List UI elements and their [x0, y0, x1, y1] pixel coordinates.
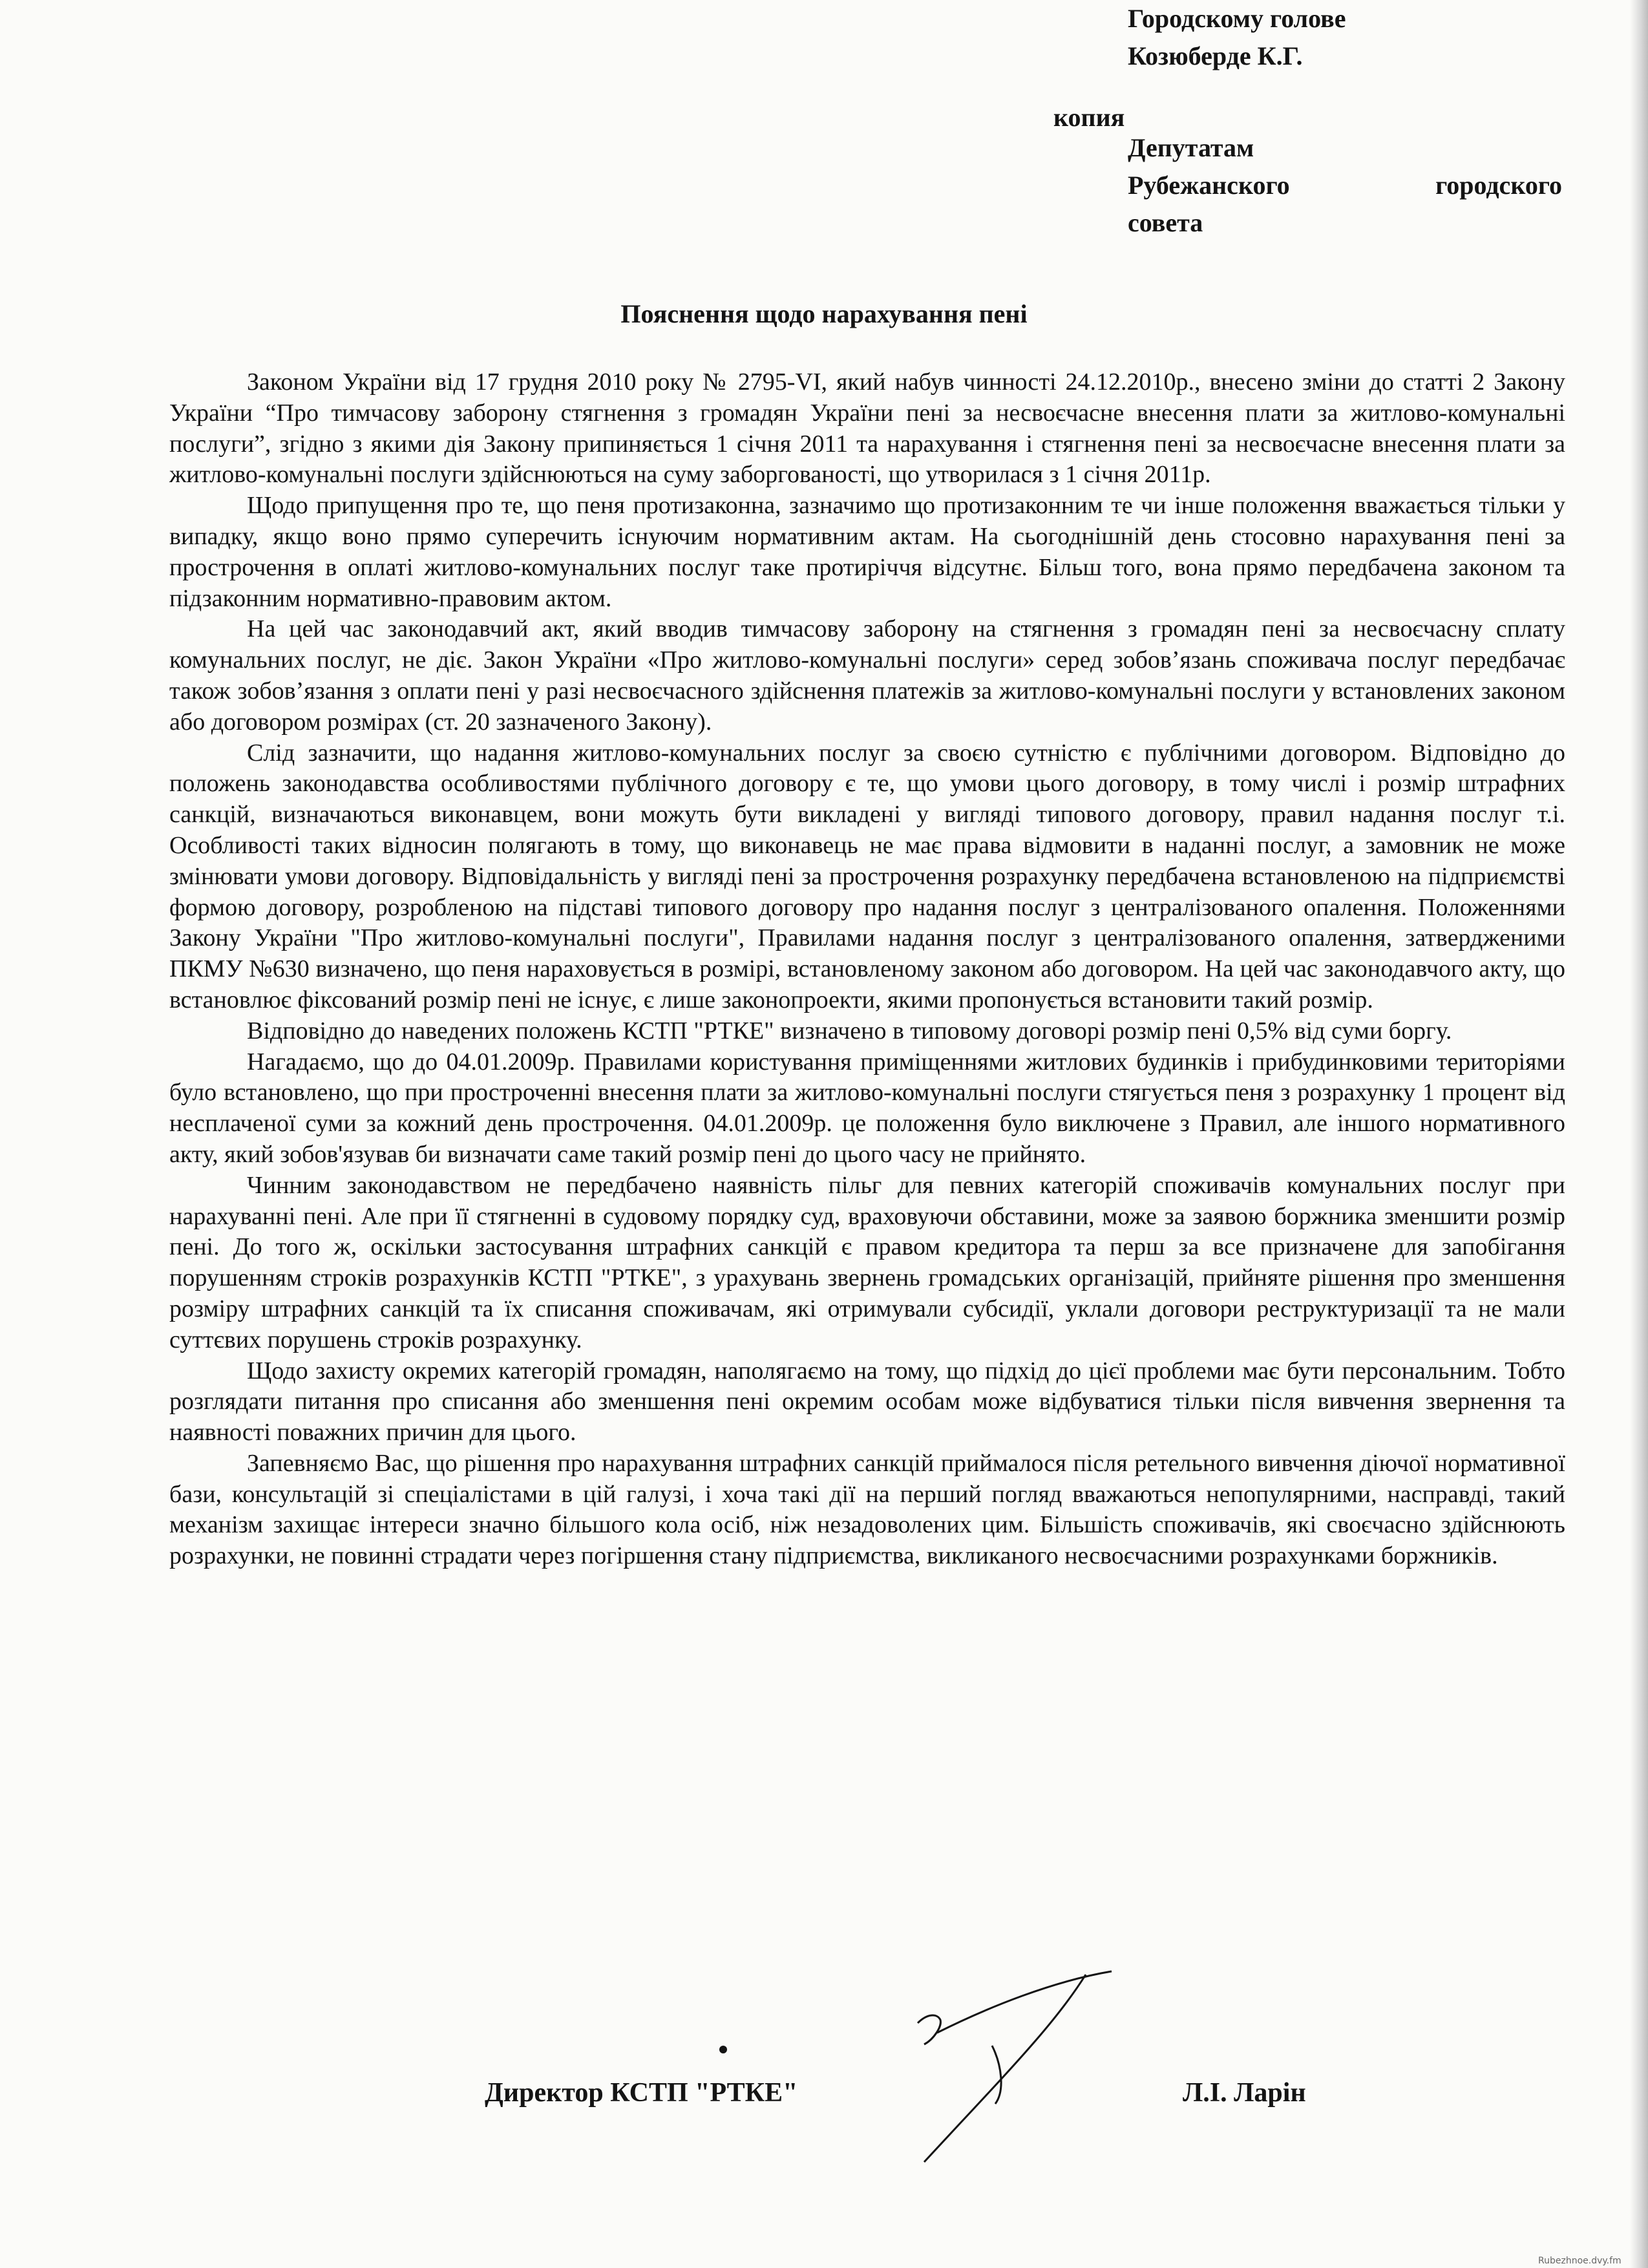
copy-label: копия: [1053, 103, 1125, 132]
paragraph-6: Нагадаємо, що до 04.01.2009р. Правилами користування приміщеннями житлових будинків і прибудинковими територіями було встановлено, що при простроченні внесення плати за житлово-комунальні послуги стягується пеня з розрахунку 1 процент від несплаченої суми за кожний день прострочення. 04.01.2009р. це положення було виключене з Правил, але іншого нормативного акту, який зобов'язував би визначати саме такий розмір пені до цього часу не прийнято.: [169, 1048, 1565, 1168]
scan-edge: [1630, 0, 1648, 2268]
paragraph-7: Чинним законодавством не передбачено наявність пільг для певних категорій споживачів комунальних послуг при нарахуванні пені. Але при її стягненні в судовому порядку суд, враховуючи обставини, може за заявою боржника зменшити розмір пені. До того ж, оскільки застосування штрафних санкцій є правом кредитора та перш за все призначене для запобігання порушенням строків розрахунків КСТП "РТКЕ", з урахувань звернень громадських організацій, прийняте рішення про зменшення розміру штрафних санкцій та їх списання споживачам, які отримували субсидії, уклали договори реструктуризації та не мали суттєвих порушень строків розрахунку.: [169, 1171, 1565, 1353]
addressee-line-2: Козюберде К.Г.: [1128, 41, 1303, 70]
copy-line-2-word-2: городского: [1435, 171, 1562, 200]
paragraph-4: Слід зазначити, що надання житлово-комунальних послуг за своєю сутністю є публічними договором. Відповідно до положень законодавства особливостями публічного договору є те, що умови цього договору, в тому числі і розмір штрафних санкцій, визначаються виконавцем, вони можуть бути викладені у вигляді типового договору, правил надання послуг т.і. Особливості таких відносин полягають в тому, що виконавець не має права відмовити в наданні послуг, а замовник не може змінювати умови договору. Відповідальність у вигляді пені за прострочення розрахунку передбачена встановленою на підприємстві формою договору, розробленою на підставі типового договору про надання послуг з централізованого опалення. Положеннями Закону України "Про житлово-комунальні послуги", Правилами надання послуг з централізованого опалення, затвердженими ПКМУ №630 визначено, що пеня нараховується в розмірі, встановленому законом або договором. На цей час законодавчого акту, що встановлює фіксований розмір пені не існує, є лише законопроекти, якими пропонується встановити такий розмір.: [169, 739, 1565, 1013]
paragraph-2: Щодо припущення про те, що пеня протизаконна, зазначимо що протизаконним те чи інше положення вважається тільки у випадку, якщо воно прямо суперечить існуючим нормативним актам. На сьогоднішній день стосовно нарахування пені за прострочення в оплаті житлово-комунальних послуг таке протиріччя відсутнє. Більш того, вона прямо передбачена законом та підзаконним нормативно-правовим актом.: [169, 492, 1565, 612]
paragraph-3: На цей час законодавчий акт, який вводив тимчасову заборону на стягнення з громадян пені за несвоєчасну сплату комунальних послуг, не діє. Закон України «Про житлово-комунальні послуги» серед зобов’язань споживача послуг передбачає також зобов’язання з оплати пені у разі несвоєчасного здійснення платежів за житлово-комунальні послуги у встановлених законом або договором розмірах (ст. 20 зазначеного Закону).: [169, 615, 1565, 736]
document-title: Пояснення щодо нарахування пені: [620, 299, 1028, 328]
addressee-line-1: Городскому голове: [1128, 4, 1346, 33]
copy-addressee-block: [1128, 129, 1562, 242]
copy-line-2-word-1: Рубежанского: [1128, 171, 1290, 200]
copy-line-3: совета: [1128, 208, 1203, 237]
document-body: [169, 367, 1565, 1572]
paragraph-1: Законом України від 17 грудня 2010 року № 2795-VI, який набув чинності 24.12.2010р., внесено зміни до статті 2 Закону України “Про тимчасову заборону стягнення з громадян України пені за несвоєчасне внесення плати за житлово-комунальні послуги”, згідно з якими дія Закону припиняється 1 січня 2011 та нарахування і стягнення пені за несвоєчасне внесення плати за житлово-комунальні послуги здійснюються на суму заборгованості, що утворилася з 1 січня 2011р.: [169, 368, 1565, 489]
signature-row: [0, 2068, 1648, 2126]
copy-line-2: [1128, 167, 1562, 204]
addressee-block: [1128, 0, 1346, 75]
ink-dot: [719, 2046, 727, 2053]
signatory-name: Л.І. Ларін: [1183, 2078, 1306, 2108]
paragraph-9: Запевняємо Вас, що рішення про нарахування штрафних санкцій приймалося після ретельного вивчення діючої нормативної бази, консультацій зі спеціалістами в цій галузі, і хоча такі дії на перший погляд вважаються непопулярними, насправді, такий механізм захищає інтереси значно більшого кола осіб, ніж незадоволених цим. Більшість споживачів, які своєчасно здійснюють розрахунки, не повинні страдати через погіршення стану підприємства, викликаного несвоєчасними розрахунками боржників.: [169, 1449, 1565, 1570]
paragraph-5: Відповідно до наведених положень КСТП "РТКЕ" визначено в типовому договорі розмір пені 0,5% від суми боргу.: [247, 1017, 1452, 1044]
copy-line-1: Депутатам: [1128, 133, 1254, 162]
signatory-title: Директор КСТП "РТКЕ": [485, 2078, 798, 2108]
paragraph-8: Щодо захисту окремих категорій громадян, наполягаємо на тому, що підхід до цієї проблеми має бути персональним. Тобто розглядати питання про списання або зменшення пені окремим особам може відбуватися тільки після вивчення звернення та наявності поважних причин для цього.: [169, 1357, 1565, 1447]
watermark: Rubezhnoe.dvy.fm: [1538, 2256, 1622, 2266]
